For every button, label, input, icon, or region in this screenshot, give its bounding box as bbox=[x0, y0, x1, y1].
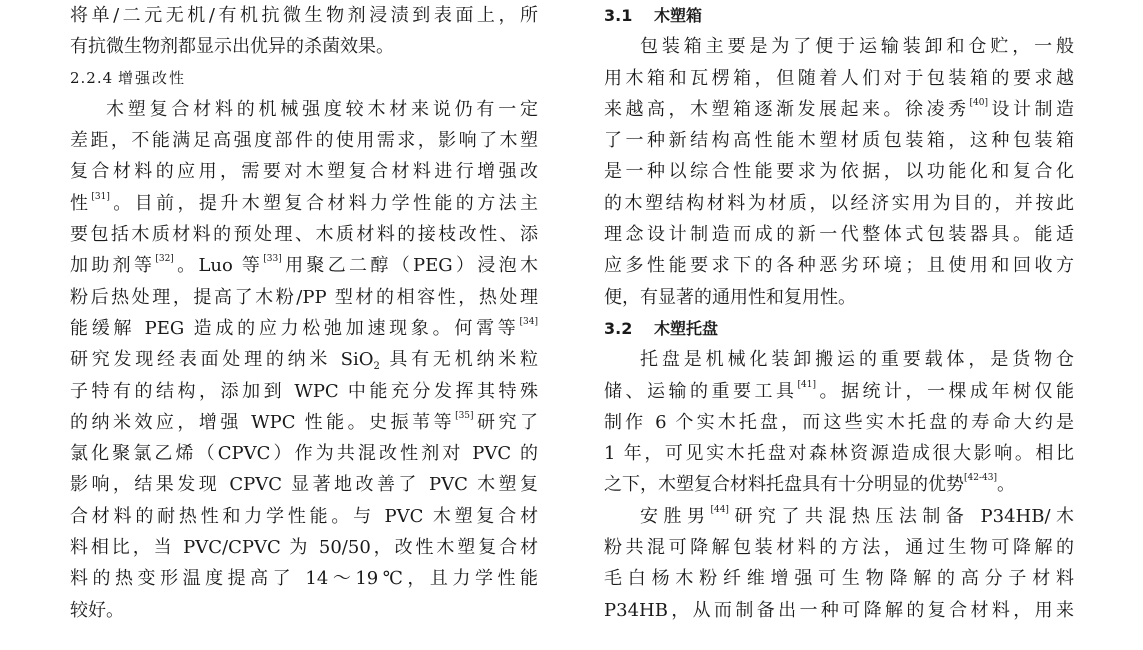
text-line: 制作 6 个实木托盘，而这些实木托盘的寿命大约是 bbox=[604, 411, 1074, 433]
text-line bbox=[70, 407, 538, 438]
text-fragment: 。Luo 等 bbox=[173, 255, 264, 277]
text-fragment: 之下，木塑复合材料托盘具有十分明显的优势 bbox=[604, 474, 964, 496]
citation-34: [34] bbox=[519, 316, 538, 327]
text-line: 木塑复合材料的机械强度较木材来说仍有一定 bbox=[106, 98, 538, 120]
text-line: 是一种以综合性能要求为依据，以功能化和复合化 bbox=[604, 161, 1074, 183]
section-number: 2.2.4 bbox=[70, 68, 114, 87]
subscript-2: 2 bbox=[373, 361, 380, 373]
text-line bbox=[70, 250, 538, 281]
text-line: 包装箱主要是为了便于运输装卸和仓贮，一般 bbox=[640, 36, 1074, 58]
citation-32: [32] bbox=[155, 254, 174, 265]
text-fragment: 能缓解 PEG 造成的应力松弛加速现象。何霄等 bbox=[70, 317, 520, 339]
section-heading-3-1 bbox=[604, 0, 1074, 31]
text-fragment: 性 bbox=[70, 192, 92, 214]
text-fragment: 。 bbox=[996, 474, 1015, 496]
text-fragment: 研究发现经表面处理的纳米 SiO bbox=[70, 349, 374, 371]
text-line: 理念设计制造而成的新一代整体式包装器具。能适 bbox=[604, 224, 1074, 246]
text-line: 较好。 bbox=[70, 599, 124, 621]
body-paragraph-wpc-box bbox=[604, 31, 1074, 313]
text-fragment: 来越高，木塑箱逐渐发展起来。徐凌秀 bbox=[604, 98, 970, 120]
text-line bbox=[70, 344, 538, 375]
text-fragment: 。目前，提升木塑复合材料力学性能的方法主 bbox=[109, 192, 538, 214]
section-heading-3-2 bbox=[604, 313, 1074, 344]
text-fragment: 的纳米效应，增强 WPC 性能。史振苇等 bbox=[70, 411, 456, 433]
text-line bbox=[70, 313, 538, 344]
text-line: 粉共混可降解包装材料的方法，通过生物可降解的 bbox=[604, 537, 1074, 559]
body-paragraph-p34hb bbox=[604, 501, 1074, 626]
body-paragraph-wpc-pallet bbox=[604, 344, 1074, 500]
text-line: 的木塑结构材料为材质，以经济实用为目的，并按此 bbox=[604, 192, 1074, 214]
text-line bbox=[604, 94, 1074, 125]
section-number: 3.1 bbox=[604, 6, 633, 25]
citation-42-43: [42-43] bbox=[964, 473, 997, 484]
text-line: 有抗微生物剂都显示出优异的杀菌效果。 bbox=[70, 36, 394, 58]
section-title: 木塑托盘 bbox=[654, 318, 719, 338]
citation-31: [31] bbox=[91, 191, 110, 202]
intro-paragraph bbox=[70, 0, 538, 63]
text-line: 便，有显著的通用性和复用性。 bbox=[604, 286, 856, 308]
text-line: 应多性能要求下的各种恶劣环境；且使用和回收方 bbox=[604, 255, 1074, 277]
text-line: 粉后热处理，提高了木粉/PP 型材的相容性，热处理 bbox=[70, 286, 538, 308]
citation-41: [41] bbox=[797, 379, 816, 390]
section-title: 增强改性 bbox=[118, 68, 187, 87]
text-line: 毛白杨木粉纤维增强可生物降解的高分子材料 bbox=[604, 568, 1074, 590]
text-line: 氯化聚氯乙烯（CPVC）作为共混改性剂对 PVC 的 bbox=[70, 443, 538, 465]
text-line: P34HB，从而制备出一种可降解的复合材料，用来 bbox=[604, 599, 1074, 621]
text-line: 用木箱和瓦楞箱，但随着人们对于包装箱的要求越 bbox=[604, 67, 1074, 89]
text-line: 复合材料的应用，需要对木塑复合材料进行增强改 bbox=[70, 161, 538, 183]
text-line: 托盘是机械化装卸搬运的重要载体，是货物仓 bbox=[640, 349, 1074, 371]
text-line: 要包括木质材料的预处理、木质材料的接枝改性、添 bbox=[70, 224, 538, 246]
text-fragment: 研究了共混热压法制备 P34HB/木 bbox=[728, 505, 1074, 527]
text-line: 合材料的耐热性和力学性能。与 PVC 木塑复合材 bbox=[70, 505, 538, 527]
text-fragment: 具有无机纳米粒 bbox=[379, 349, 538, 371]
text-line: 料相比，当 PVC/CPVC 为 50/50，改性木塑复合材 bbox=[70, 537, 538, 559]
citation-33: [33] bbox=[263, 254, 282, 265]
text-line bbox=[604, 376, 1074, 407]
text-line: 1 年，可见实木托盘对森林资源造成很大影响。相比 bbox=[604, 443, 1074, 465]
text-line: 料的热变形温度提高了 14～19℃，且力学性能 bbox=[70, 568, 538, 590]
text-line bbox=[70, 188, 538, 219]
text-line: 差距，不能满足高强度部件的使用需求，影响了木塑 bbox=[70, 130, 538, 152]
section-heading-2-2-4 bbox=[70, 63, 538, 94]
text-line: 子特有的结构，添加到 WPC 中能充分发挥其特殊 bbox=[70, 380, 538, 402]
text-line: 了一种新结构高性能木塑材质包装箱，这种包装箱 bbox=[604, 130, 1074, 152]
text-fragment: 用聚乙二醇（PEG）浸泡木 bbox=[281, 255, 538, 277]
right-column bbox=[604, 0, 1074, 626]
text-fragment: 安胜男 bbox=[640, 505, 711, 527]
body-paragraph-reinforcement bbox=[70, 94, 538, 626]
citation-40: [40] bbox=[969, 97, 988, 108]
text-fragment: 研究了 bbox=[473, 411, 538, 433]
text-fragment: 。据统计，一棵成年树仅能 bbox=[816, 380, 1074, 402]
left-column bbox=[70, 0, 538, 626]
citation-35: [35] bbox=[455, 410, 474, 421]
text-fragment: 加助剂等 bbox=[70, 255, 156, 277]
text-fragment: 设计制造 bbox=[988, 98, 1074, 120]
text-line: 影响，结果发现 CPVC 显著地改善了 PVC 木塑复 bbox=[70, 474, 538, 496]
citation-44: [44] bbox=[710, 504, 729, 515]
text-fragment: 储、运输的重要工具 bbox=[604, 380, 798, 402]
section-number: 3.2 bbox=[604, 318, 633, 338]
text-line bbox=[604, 469, 1074, 500]
text-line: 将单/二元无机/有机抗微生物剂浸渍到表面上，所 bbox=[70, 5, 538, 26]
section-title: 木塑箱 bbox=[654, 6, 703, 25]
text-line bbox=[604, 501, 1074, 532]
